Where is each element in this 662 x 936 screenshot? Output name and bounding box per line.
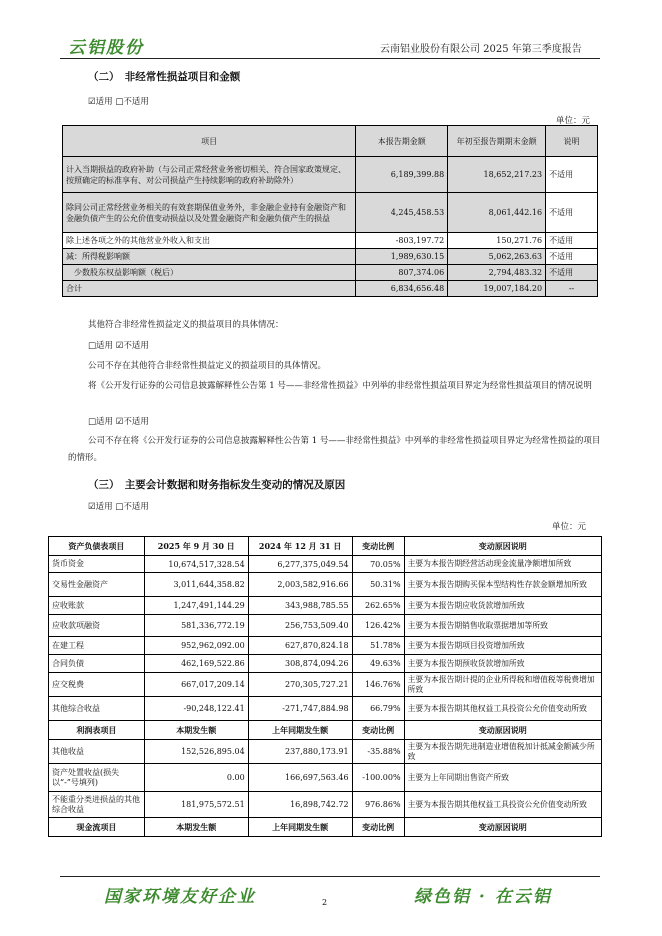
table-row — [63, 157, 598, 193]
nonrecurring-table — [62, 125, 598, 297]
report-title: 云南铝业股份有限公司 2025 年第三季度报告 — [380, 44, 582, 55]
header-divider — [60, 58, 600, 59]
slogan-right: 绿色铝 · 在云铝 — [414, 887, 552, 907]
cell-a: 581,336,772.19 — [144, 615, 248, 637]
cell-current: -803,197.72 — [356, 233, 448, 249]
cell-item: 在建工程 — [49, 637, 145, 655]
cell-reason: 主要为本报告期应收货款增加所致 — [404, 597, 601, 615]
header-cell: 利润表项目 — [49, 721, 145, 740]
cell-item: 应交税费 — [49, 673, 145, 697]
table-row — [63, 281, 598, 297]
explain-text: 将《公开发行证券的公司信息披露解释性公告第 1 号——非经常性损益》中列举的非经常性损益项目界定为经常性损益项目的情况说明 — [88, 381, 592, 391]
table-row — [63, 265, 598, 281]
other-none-text: 公司不存在其他符合非经常性损益定义的损益项目的具体情况。 — [88, 361, 327, 371]
cell-current: 6,834,656.48 — [356, 281, 448, 297]
cell-a: 952,962,092.00 — [144, 637, 248, 655]
header-cell: 变动比例 — [352, 537, 404, 556]
cell-item: 少数股东权益影响额（税后） — [63, 265, 356, 281]
cell-note: 不适用 — [546, 157, 598, 193]
cell-reason: 主要为本报告期销售收取票据增加等所致 — [404, 615, 601, 637]
cell-ytd: 150,271.76 — [448, 233, 546, 249]
cell-pct: -100.00% — [352, 764, 404, 792]
explain-none-text: 公司不存在将《公开发行证券的公司信息披露解释性公告第 1 号——非经常性损益》中列举的非经常性损益项目界定为经常性损益的项目的情形。 — [68, 436, 601, 463]
table-row — [49, 697, 602, 721]
header-cell: 变动比例 — [352, 721, 404, 740]
table-row — [49, 655, 602, 673]
cell-item: 货币资金 — [49, 556, 145, 573]
cell-note: 不适用 — [546, 193, 598, 233]
table-row — [49, 573, 602, 597]
cell-reason: 主要为本报告期计提的企业所得税和增值税等税费增加所致 — [404, 673, 601, 697]
cell-item: 其他收益 — [49, 740, 145, 764]
cell-reason: 主要为本报告期预收货款增加所致 — [404, 655, 601, 673]
section-heading-changes: （三） 主要会计数据和财务指标发生变动的情况及原因 — [88, 479, 346, 491]
col-ytd: 年初至报告期期末金额 — [448, 126, 546, 157]
cell-reason: 主要为本报告期经营活动现金流量净额增加所致 — [404, 556, 601, 573]
cell-a: 667,017,209.14 — [144, 673, 248, 697]
header-cell: 变动原因说明 — [404, 537, 601, 556]
cell-note: 不适用 — [546, 265, 598, 281]
cell-a: 1,247,491,144.29 — [144, 597, 248, 615]
cell-a: 10,674,517,328.54 — [144, 556, 248, 573]
cell-item: 计入当期损益的政府补助（与公司正常经营业务密切相关、符合国家政策规定、按照确定的标准享有、对公司损益产生持续影响的政府补助除外） — [63, 157, 356, 193]
cell-b: 343,988,785.55 — [248, 597, 352, 615]
cell-pct: 49.63% — [352, 655, 404, 673]
cell-item: 减：所得税影响额 — [63, 249, 356, 265]
header-cell: 2024 年 12 月 31 日 — [248, 537, 352, 556]
header-cell: 上年同期发生额 — [248, 818, 352, 837]
cell-reason: 主要为本报告期项目投资增加所致 — [404, 637, 601, 655]
table-row — [49, 597, 602, 615]
cell-a: 462,169,522.86 — [144, 655, 248, 673]
cell-note: -- — [546, 281, 598, 297]
cell-reason: 主要为本报告期先进制造业增值税加计抵减金额减少所致 — [404, 740, 601, 764]
table-row — [49, 637, 602, 655]
cell-reason: 主要为本报告期购买保本型结构性存款金额增加所致 — [404, 573, 601, 597]
cell-ytd: 19,007,184.20 — [448, 281, 546, 297]
cell-ytd: 8,061,442.16 — [448, 193, 546, 233]
cell-b: 627,870,824.18 — [248, 637, 352, 655]
cell-a: 152,526,895.04 — [144, 740, 248, 764]
table-row — [63, 233, 598, 249]
cell-a: 3,011,644,358.82 — [144, 573, 248, 597]
applicable-checkbox[interactable]: ☑适用 □不适用 — [88, 97, 149, 107]
cell-ytd: 5,062,263.63 — [448, 249, 546, 265]
header-cell: 资产负债表项目 — [49, 537, 145, 556]
cell-b: 2,003,582,916.66 — [248, 573, 352, 597]
table-header-row — [49, 818, 602, 837]
other-items-label: 其他符合非经常性损益定义的损益项目的具体情况： — [88, 320, 284, 330]
cell-current: 4,245,458.53 — [356, 193, 448, 233]
table-row — [49, 673, 602, 697]
cell-reason: 主要为本报告期其他权益工具投资公允价值变动所致 — [404, 792, 601, 818]
cell-b: 256,753,509.40 — [248, 615, 352, 637]
cell-b: -271,747,884.98 — [248, 697, 352, 721]
table-row — [63, 249, 598, 265]
cell-pct: -35.88% — [352, 740, 404, 764]
cell-item: 除同公司正常经营业务相关的有效套期保值业务外，非金融企业持有金融资产和金融负债产生的公允价值变动损益以及处置金融资产和金融负债产生的损益 — [63, 193, 356, 233]
col-current: 本报告期金额 — [356, 126, 448, 157]
cell-note: 不适用 — [546, 233, 598, 249]
cell-item: 不能重分类进损益的其他综合收益 — [49, 792, 145, 818]
cell-reason: 主要为上年同期出售资产所致 — [404, 764, 601, 792]
table-header-row — [63, 126, 598, 157]
cell-b: 270,305,727.21 — [248, 673, 352, 697]
header-cell: 上年同期发生额 — [248, 721, 352, 740]
cell-item: 合同负债 — [49, 655, 145, 673]
other-applicable-checkbox[interactable]: □适用 ☑不适用 — [88, 341, 149, 351]
cell-item: 应收款项融资 — [49, 615, 145, 637]
table-header-row — [49, 721, 602, 740]
explain-applicable-checkbox[interactable]: □适用 ☑不适用 — [88, 417, 149, 427]
cell-current: 1,989,630.15 — [356, 249, 448, 265]
cell-pct: 262.65% — [352, 597, 404, 615]
cell-pct: 976.86% — [352, 792, 404, 818]
cell-pct: 50.31% — [352, 573, 404, 597]
cell-a: -90,248,122.41 — [144, 697, 248, 721]
header-cell: 变动比例 — [352, 818, 404, 837]
unit-label-2: 单位：元 — [552, 522, 587, 532]
cell-note: 不适用 — [546, 249, 598, 265]
cell-ytd: 2,794,483.32 — [448, 265, 546, 281]
cell-pct: 51.78% — [352, 637, 404, 655]
cell-pct: 126.42% — [352, 615, 404, 637]
table-row — [49, 792, 602, 818]
header-cell: 2025 年 9 月 30 日 — [144, 537, 248, 556]
cell-b: 308,874,094.26 — [248, 655, 352, 673]
changes-table — [48, 536, 602, 837]
table-row — [49, 556, 602, 573]
cell-pct: 70.05% — [352, 556, 404, 573]
cell-b: 237,880,173.91 — [248, 740, 352, 764]
cell-b: 6,277,375,049.54 — [248, 556, 352, 573]
cell-item: 资产处置收益(损失以“-”号填列) — [49, 764, 145, 792]
cell-b: 166,697,563.46 — [248, 764, 352, 792]
header-cell: 现金流项目 — [49, 818, 145, 837]
cell-a: 181,975,572.51 — [144, 792, 248, 818]
cell-current: 6,189,399.88 — [356, 157, 448, 193]
header-cell: 变动原因说明 — [404, 818, 601, 837]
unit-label: 单位：元 — [556, 116, 591, 126]
cell-current: 807,374.06 — [356, 265, 448, 281]
company-logo: 云铝股份 — [68, 38, 144, 58]
cell-a: 0.00 — [144, 764, 248, 792]
header-cell: 变动原因说明 — [404, 721, 601, 740]
col-note: 说明 — [546, 126, 598, 157]
table-row — [49, 615, 602, 637]
table-row — [63, 193, 598, 233]
slogan-left: 国家环境友好企业 — [104, 887, 256, 907]
table-row — [49, 740, 602, 764]
table-row — [49, 764, 602, 792]
table-header-row — [49, 537, 602, 556]
cell-item: 合计 — [63, 281, 356, 297]
cell-item: 其他综合收益 — [49, 697, 145, 721]
cell-reason: 主要为本报告期其他权益工具投资公允价值变动所致 — [404, 697, 601, 721]
page-number: 2 — [322, 898, 328, 907]
cell-item: 交易性金融资产 — [49, 573, 145, 597]
section-heading-nonrecurring: （二） 非经常性损益项目和金额 — [88, 71, 241, 83]
applicable-checkbox-2[interactable]: ☑适用 □不适用 — [88, 502, 149, 512]
header-cell: 本期发生额 — [144, 818, 248, 837]
cell-pct: 66.79% — [352, 697, 404, 721]
cell-item: 应收账款 — [49, 597, 145, 615]
cell-b: 16,898,742.72 — [248, 792, 352, 818]
header-cell: 本期发生额 — [144, 721, 248, 740]
cell-ytd: 18,652,217.23 — [448, 157, 546, 193]
cell-pct: 146.76% — [352, 673, 404, 697]
col-item: 项目 — [63, 126, 356, 157]
cell-item: 除上述各项之外的其他营业外收入和支出 — [63, 233, 356, 249]
footer-divider — [60, 876, 600, 877]
